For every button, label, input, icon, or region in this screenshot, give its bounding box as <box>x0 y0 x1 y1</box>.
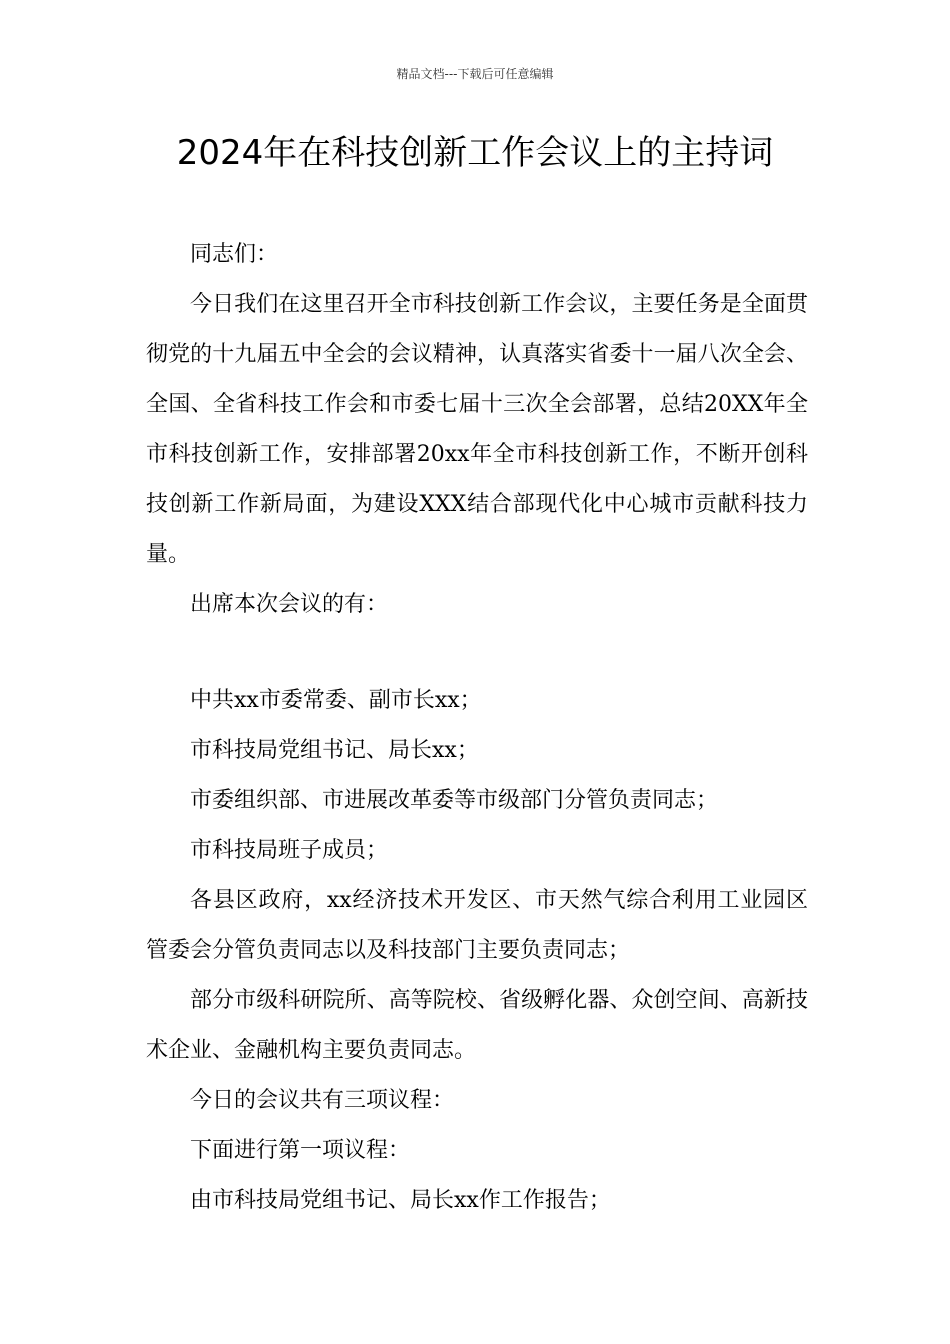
paragraph: 下面进行第一项议程： <box>190 1138 411 1163</box>
blank-line <box>146 630 808 676</box>
document-title: 2024年在科技创新工作会议上的主持词 <box>176 133 774 173</box>
page-header: 精品文档---下载后可任意编辑 <box>396 67 554 81</box>
paragraph: 市科技局班子成员； <box>190 838 389 863</box>
document-body <box>146 230 808 1226</box>
paragraph: 市委组织部、市进展改革委等市级部门分管负责同志； <box>190 788 719 813</box>
paragraph: 市科技局党组书记、局长xx； <box>190 738 479 763</box>
paragraph: 由市科技局党组书记、局长xx作工作报告； <box>190 1188 611 1213</box>
paragraph: 同志们： <box>190 242 279 267</box>
paragraph: 中共xx市委常委、副市长xx； <box>190 688 482 713</box>
paragraph: 各县区政府，xx经济技术开发区、市天然气综合利用工业园区管委会分管负责同志以及科技部门主要负责同志； <box>146 888 808 963</box>
paragraph: 今日的会议共有三项议程： <box>190 1088 455 1113</box>
paragraph: 部分市级科研院所、高等院校、省级孵化器、众创空间、高新技术企业、金融机构主要负责同志。 <box>146 988 808 1063</box>
paragraph: 出席本次会议的有： <box>190 592 389 617</box>
paragraph: 今日我们在这里召开全市科技创新工作会议，主要任务是全面贯彻党的十九届五中全会的会议精神，认真落实省委十一届八次全会、全国、全省科技工作会和市委七届十三次全会部署，总结20XX年全市科技创新工作，安排部署20xx年全市科技创新工作，不断开创科技创新工作新局面，为建设XXX结合部现代化中心城市贡献科技力量。 <box>146 292 808 567</box>
